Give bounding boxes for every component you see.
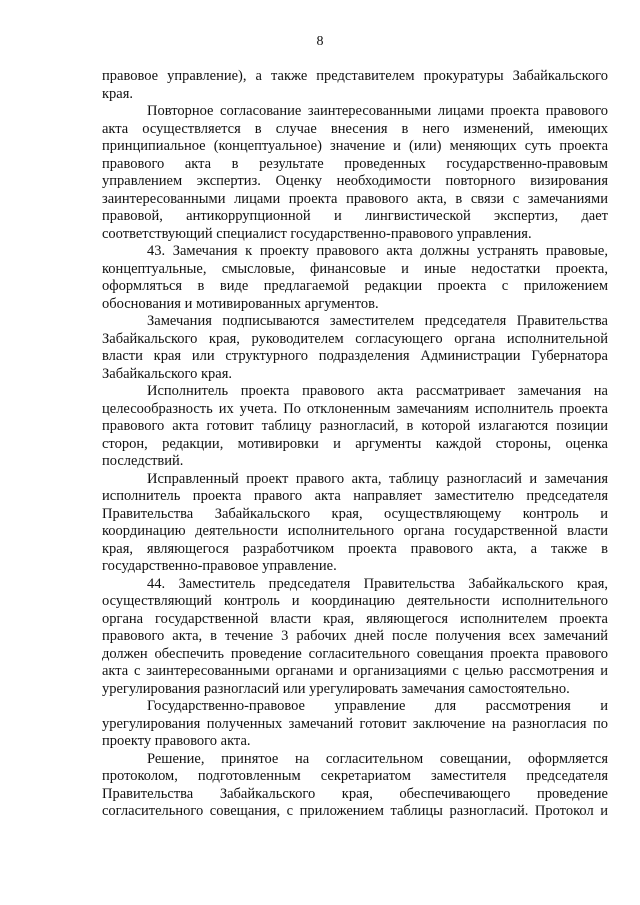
text-line: государственно-правовое управление. — [102, 558, 337, 574]
text-line: целесообразность их учета. По отклоненным замечаниям исполнитель проекта — [102, 400, 608, 417]
text-line: оформляться в виде предлагаемой редакции проекта с приложением — [102, 278, 608, 294]
text-line: заинтересованными лицами проекта правового акта, в связи с замечаниями — [102, 190, 608, 207]
text-line: 43. Замечания к проекту правового акта должны устранять правовые, — [147, 243, 608, 259]
text-line: Исполнитель проекта правового акта рассматривает замечания на — [147, 383, 608, 399]
text-line: органа государственной власти края, являющегося исполнителем проекта — [102, 610, 608, 627]
text-line: Забайкальского края. — [102, 365, 232, 382]
paragraph-p0 — [102, 68, 608, 103]
text-line: осуществляющий контроль и координацию деятельности исполнительного — [102, 593, 608, 609]
text-line: координацию деятельности исполнительного органа государственной власти — [102, 523, 608, 539]
text-line: урегулирования разногласий или урегулировать замечания самостоятельно. — [102, 680, 570, 697]
document-body — [102, 68, 608, 821]
text-line: сторон, редакции, мотивировки и аргументы каждой стороны, оценка — [102, 435, 608, 452]
page-number: 8 — [316, 34, 324, 49]
text-line: правового акта, в течение 3 рабочих дней после получения всех замечаний — [102, 628, 608, 644]
text-line: 44. Заместитель председателя Правительства Забайкальского края, — [147, 575, 608, 592]
paragraph-p5 — [102, 471, 608, 576]
paragraph-p7 — [102, 698, 608, 751]
text-line: правового акта в результате проведенных государственно-правовым — [102, 155, 608, 172]
text-line: протоколом, подготовленным секретариатом заместителя председателя — [102, 768, 608, 784]
text-line: Государственно-правовое управление для рассмотрения и — [147, 698, 608, 714]
text-line: Повторное согласование заинтересованными лицами проекта правового — [147, 103, 608, 119]
text-line: правового акта готовит таблицу разногласий, в которой излагаются позиции — [102, 418, 608, 434]
text-line: проекту правового акта. — [102, 733, 251, 749]
text-line: Забайкальского края, руководителем согласующего органа исполнительной — [102, 330, 608, 347]
paragraph-p3 — [102, 313, 608, 383]
text-line: Решение, принятое на согласительном совещании, оформляется — [147, 750, 608, 767]
text-line: согласительного совещания, с приложением таблицы разногласий. Протокол и — [102, 803, 608, 819]
text-line: правовой, антикоррупционной и лингвистической экспертиз, дает — [102, 208, 608, 224]
text-line: Замечания подписываются заместителем председателя Правительства — [147, 313, 608, 329]
text-line: Правительства Забайкальского края, осуществляющему контроль и — [102, 505, 608, 522]
text-line: Исправленный проект правого акта, таблицу разногласий и замечания — [147, 470, 608, 487]
paragraph-p6 — [102, 576, 608, 699]
text-line: Правительства Забайкальского края, обеспечивающего проведение — [102, 785, 608, 802]
text-line: принципиальное (концептуальное) значение и (или) меняющих суть проекта — [102, 138, 608, 154]
text-line: урегулирования полученных замечаний готовит заключение на разногласия по — [102, 715, 608, 732]
paragraph-p8 — [102, 751, 608, 821]
text-line: управлением экспертиз. Оценку необходимости повторного визирования — [102, 173, 608, 189]
text-line: обоснования и мотивированных аргументов. — [102, 295, 379, 312]
text-line: исполнитель проекта правого акта направляет заместителю председателя — [102, 488, 608, 504]
text-line: соответствующий специалист государственно-правового управления. — [102, 225, 532, 242]
text-line: последствий. — [102, 453, 184, 469]
text-line: края, являющегося разработчиком проекта правового акта, а также в — [102, 540, 608, 557]
text-line: власти края или структурного подразделения Администрации Губернатора — [102, 348, 608, 364]
text-line: края. — [102, 85, 134, 102]
text-line: должен обеспечить проведение согласительного совещания проекта правового — [102, 645, 608, 662]
paragraph-p4 — [102, 383, 608, 471]
text-line: правовое управление), а также представителем прокуратуры Забайкальского — [102, 68, 608, 84]
paragraph-p1 — [102, 103, 608, 243]
text-line: концептуальные, смысловые, финансовые и иные недостатки проекта, — [102, 260, 608, 277]
paragraph-p2 — [102, 243, 608, 313]
text-line: акта осуществляется в случае внесения в него изменений, имеющих — [102, 120, 608, 137]
text-line: акта с заинтересованными органами и организациями с целью рассмотрения и — [102, 663, 608, 679]
